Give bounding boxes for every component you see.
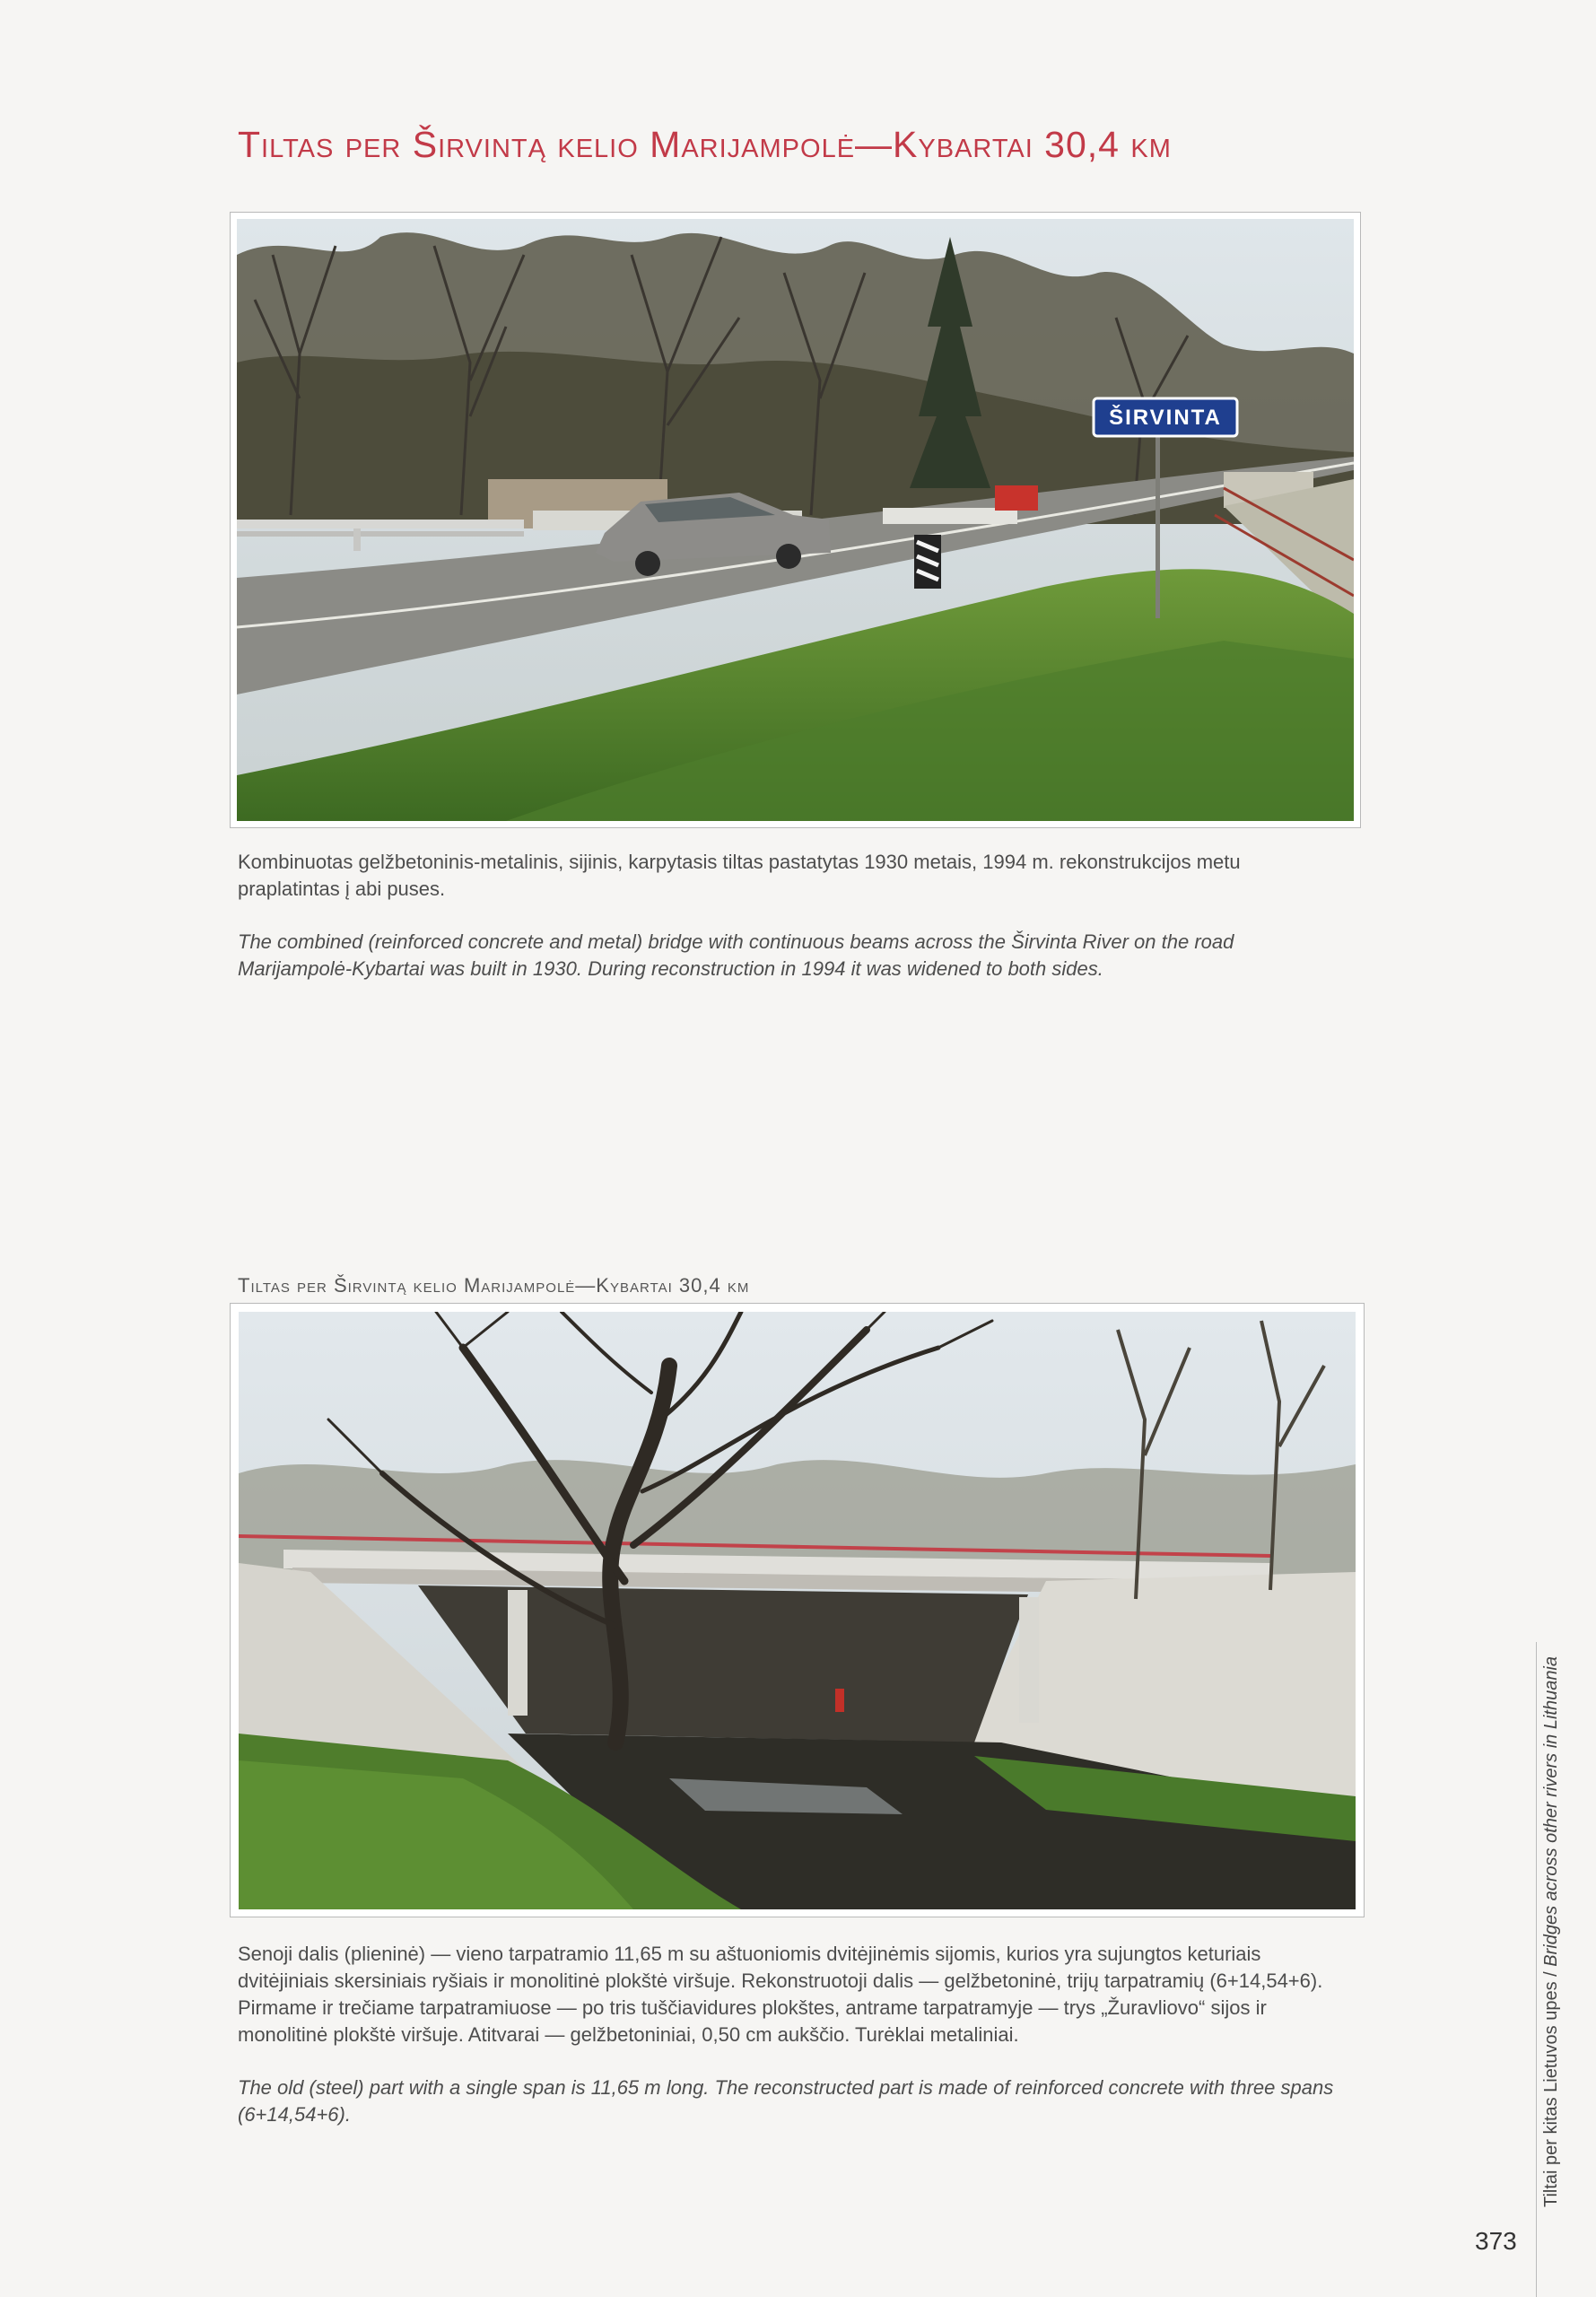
photo-road-bridge [230, 212, 1361, 828]
caption-2-lithuanian: Senoji dalis (plieninė) — vieno tarpatramio 11,65 m su aštuoniomis dvitėjinėmis sijomis, kurios yra sujungtos keturiais dvitėjiniais skersiniais ryšiais ir monolitinė plokštė viršuje. Rekonstruotoji dalis — gelžbetoninė, trijų tarpatramių (6+14,54+6). Pirmame ir trečiame tarpatramiuose — po tris tuščiavidures plokštes, antrame tarpatramyje — trys „Žuravliovo“ sijos ir monolitinė plokštė viršuje. Atitvarai — gelžbetoniniai, 0,50 cm aukščio. Turėklai metaliniai. [238, 1943, 1323, 2046]
page-number: 373 [1475, 2227, 1517, 2255]
section-subtitle: Tiltas per Širvintą kelio Marijampolė—Kybartai 30,4 km [238, 1274, 750, 1297]
road-bridge-illustration [237, 219, 1354, 821]
photo-bridge-river [230, 1303, 1365, 1917]
caption-1-english: The combined (reinforced concrete and metal) bridge with continuous beams across the Širvinta River on the road Marijampolė-Kybartai was built in 1930. During reconstruction in 1994 it was widened to both sides. [238, 930, 1234, 980]
side-divider [1536, 1642, 1537, 2297]
bridge-river-illustration [239, 1312, 1356, 1909]
page-title: Tiltas per Širvintą kelio Marijampolė—Kybartai 30,4 km [238, 124, 1172, 165]
running-footer-en: Bridges across other rivers in Lithuania [1541, 1655, 1561, 1967]
caption-1-lithuanian: Kombinuotas gelžbetoninis-metalinis, sijinis, karpytasis tiltas pastatytas 1930 metais, 1994 m. rekonstrukcijos metu praplatintas į abi puses. [238, 851, 1241, 900]
caption-2-english: The old (steel) part with a single span is 11,65 m long. The reconstructed part is made of reinforced concrete with three spans (6+14,54+6). [238, 2076, 1334, 2126]
running-footer [1541, 1656, 1562, 2207]
running-footer-lt: Tiltai per kitas Lietuvos upes / [1541, 1966, 1561, 2207]
road-sign-label: ŠIRVINTA [1109, 406, 1222, 430]
